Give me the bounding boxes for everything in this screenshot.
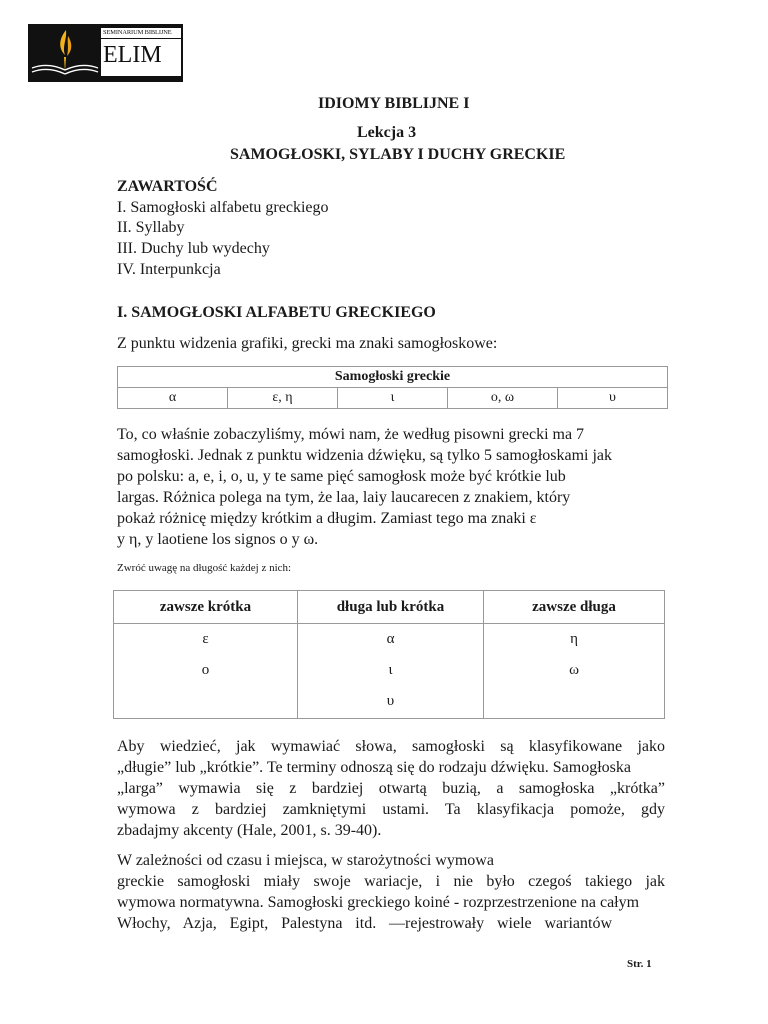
vowel: ο — [201, 662, 210, 678]
flame-book-icon — [28, 24, 101, 82]
section-intro: Z punktu widzenia grafiki, grecki ma znaki samogłoskowe: — [117, 335, 498, 352]
vowel-cell — [298, 624, 484, 719]
paragraph — [117, 736, 665, 841]
table-cell: υ — [558, 388, 668, 409]
vowel: ι — [388, 662, 393, 678]
text-line: y η, y laotiene los signos o y ω. — [117, 531, 319, 548]
contents-heading: ZAWARTOŚĆ — [117, 178, 218, 195]
contents-item: I. Samogłoski alfabetu greckiego — [117, 199, 329, 216]
text-line: „długie” lub „krótkie”. Te terminy odnoszą się do rodzaju dźwięku. Samogłoska — [117, 759, 631, 776]
vowel-cell — [484, 624, 665, 719]
text-line: Włochy, Azja, Egipt, Palestyna itd. —rejestrowały wiele wariantów — [117, 915, 612, 932]
text-line: greckie samogłoski miały swoje wariacje, i nie było czegoś takiego jak — [117, 873, 665, 890]
contents-item: III. Duchy lub wydechy — [117, 240, 270, 257]
text-line: largas. Różnica polega na tym, że laa, laiy laucarecen z znakiem, który — [117, 489, 571, 506]
text-line: wymowa z bardziej zamkniętymi ustami. Ta klasyfikacja pomoże, gdy — [117, 801, 665, 818]
contents-item: II. Syllaby — [117, 219, 185, 236]
logo-name: ELIM — [103, 42, 162, 68]
seminary-logo — [28, 24, 183, 82]
table-header: Samogłoski greckie — [118, 367, 668, 388]
paragraph — [117, 850, 665, 934]
text-line: „larga” wymawia się z bardziej otwartą buzią, a samogłoska „krótka” — [117, 780, 665, 797]
vowel: α — [386, 631, 395, 647]
table-note: Zwróć uwagę na długość każdej z nich: — [117, 562, 292, 574]
greek-vowels-table — [117, 366, 668, 409]
contents-item: IV. Interpunkcja — [117, 261, 221, 278]
logo-subtitle: SEMINARIUM BIBLIJNE — [103, 29, 172, 36]
lesson-number: Lekcja 3 — [357, 124, 417, 141]
text-line: W zależności od czasu i miejsca, w starożytności wymowa — [117, 852, 494, 869]
text-line: pokaż różnicę między krótkim a długim. Zamiast tego ma znaki ε — [117, 510, 537, 527]
text-line: wymowa normatywna. Samogłoski greckiego koiné - rozprzestrzenione na całym — [117, 894, 640, 911]
text-line: samogłoski. Jednak z punktu widzenia dźwięku, są tylko 5 samogłoskami jak — [117, 447, 613, 464]
vowel-length-table — [113, 590, 665, 719]
page-number: Str. 1 — [627, 958, 652, 970]
table-cell: ι — [338, 388, 448, 409]
text-line: Aby wiedzieć, jak wymawiać słowa, samogłoski są klasyfikowane jako — [117, 738, 665, 755]
vowel: ε — [202, 631, 209, 647]
vowel: ω — [569, 662, 579, 678]
column-header: zawsze krótka — [114, 591, 298, 624]
section-heading: I. SAMOGŁOSKI ALFABETU GRECKIEGO — [117, 304, 436, 321]
vowel: υ — [386, 693, 395, 709]
table-cell: ο, ω — [448, 388, 558, 409]
column-header: długa lub krótka — [298, 591, 484, 624]
lesson-title: SAMOGŁOSKI, SYLABY I DUCHY GRECKIE — [230, 146, 566, 163]
text-line: zbadajmy akcenty (Hale, 2001, s. 39-40). — [117, 822, 382, 839]
paragraph — [117, 424, 665, 550]
table-cell: ε, η — [228, 388, 338, 409]
vowel-cell — [114, 624, 298, 719]
vowel: η — [570, 631, 578, 647]
course-title: IDIOMY BIBLIJNE I — [318, 95, 470, 112]
column-header: zawsze długa — [484, 591, 665, 624]
text-line: po polsku: a, e, i, o, u, y te same pięć samogłosk może być krótkie lub — [117, 468, 566, 485]
table-cell: α — [118, 388, 228, 409]
text-line: To, co właśnie zobaczyliśmy, mówi nam, że według pisowni grecki ma 7 — [117, 426, 585, 443]
